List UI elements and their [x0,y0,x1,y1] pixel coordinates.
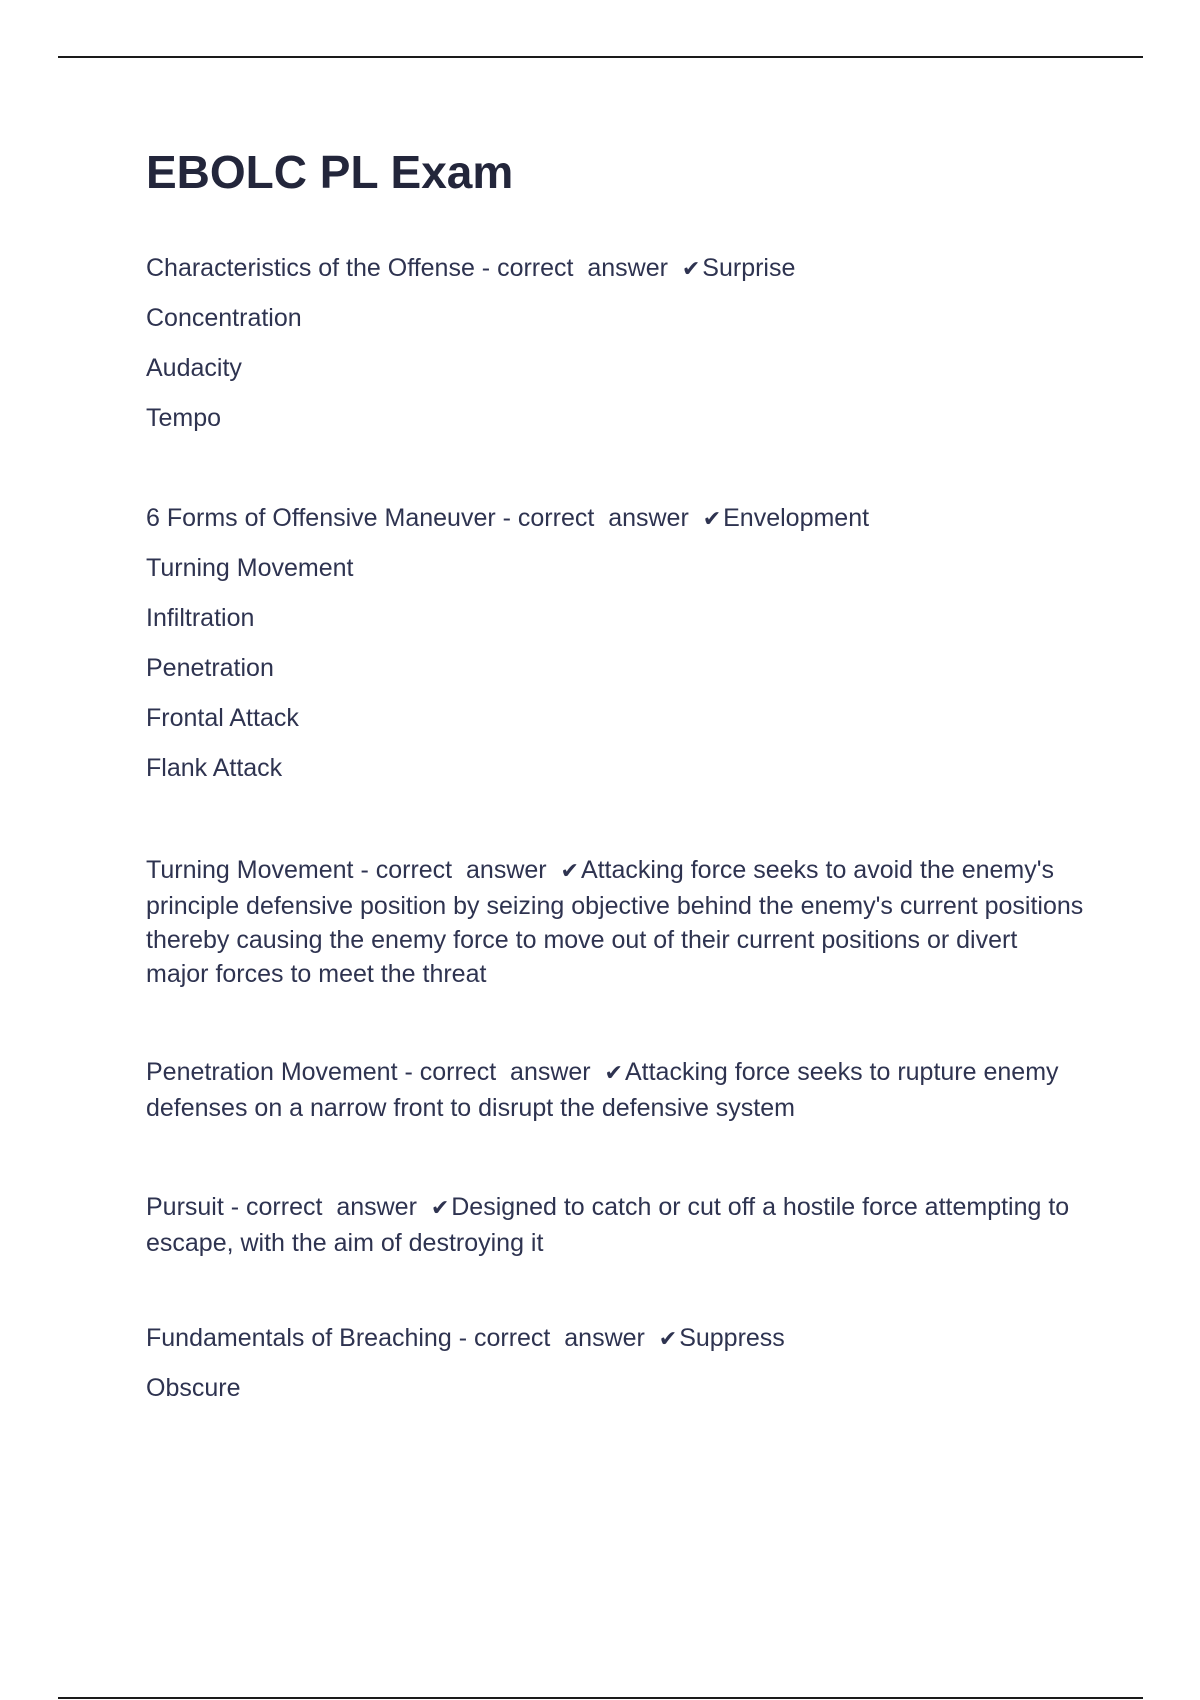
qa-question-line [146,253,1086,283]
qa-item [146,1323,1086,1423]
answer-item: Tempo [146,404,222,432]
bottom-rule [58,1697,1143,1699]
question-text: Turning Movement [146,856,354,884]
qa-paragraph [146,853,1086,991]
qa-question-line [146,503,1086,533]
check-icon: ✔ [560,859,579,884]
correct-answer-label: - correct answer [451,1324,659,1352]
answer-item: Concentration [146,304,302,332]
qa-item [146,1055,1086,1125]
answer-text: Envelopment [723,504,870,532]
answer-item: Penetration [146,654,274,682]
answer-item: Audacity [146,354,242,382]
correct-answer-label: - correct answer [223,1193,431,1221]
question-text: Fundamentals of Breaching [146,1324,452,1352]
answer-item: Frontal Attack [146,704,299,732]
check-icon: ✔ [681,257,701,282]
answer-item: Infiltration [146,604,255,632]
answer-text: Suppress [679,1324,785,1352]
document-title: EBOLC PL Exam [146,146,514,198]
question-text: Pursuit [146,1193,224,1221]
qa-question-line [146,1323,1086,1353]
qa-paragraph [146,1190,1086,1260]
answer-text: Attacking force seeks to rupture enemy defenses on a narrow front to disrupt the defensive system [146,1058,1059,1122]
answer-item: Flank Attack [146,754,283,782]
check-icon: ✔ [702,507,722,532]
qa-item [146,1190,1086,1260]
question-text: 6 Forms of Offensive Maneuver [146,504,496,532]
qa-item [146,253,1086,453]
check-icon: ✔ [604,1061,623,1086]
answer-item: Turning Movement [146,554,354,582]
check-icon: ✔ [430,1196,450,1221]
top-rule [58,56,1143,58]
answer-text: Designed to catch or cut off a hostile force attempting to escape, with the aim of destroying it [146,1193,1070,1257]
correct-answer-label: - correct answer [353,856,561,884]
correct-answer-label: - correct answer [495,504,703,532]
check-icon: ✔ [658,1327,678,1352]
qa-item [146,503,1086,803]
answer-item: Obscure [146,1374,241,1402]
qa-paragraph [146,1055,1086,1125]
question-text: Penetration Movement [146,1058,398,1086]
correct-answer-label: - correct answer [397,1058,605,1086]
question-text: Characteristics of the Offense [146,254,475,282]
answer-text: Attacking force seeks to avoid the enemy's principle defensive position by seizing objective behind the enemy's current positions thereby causing the enemy force to move out of their current positions or divert major forces to meet the threat [146,856,1084,988]
correct-answer-label: - correct answer [474,254,682,282]
qa-item [146,853,1086,991]
answer-text: Surprise [702,254,796,282]
